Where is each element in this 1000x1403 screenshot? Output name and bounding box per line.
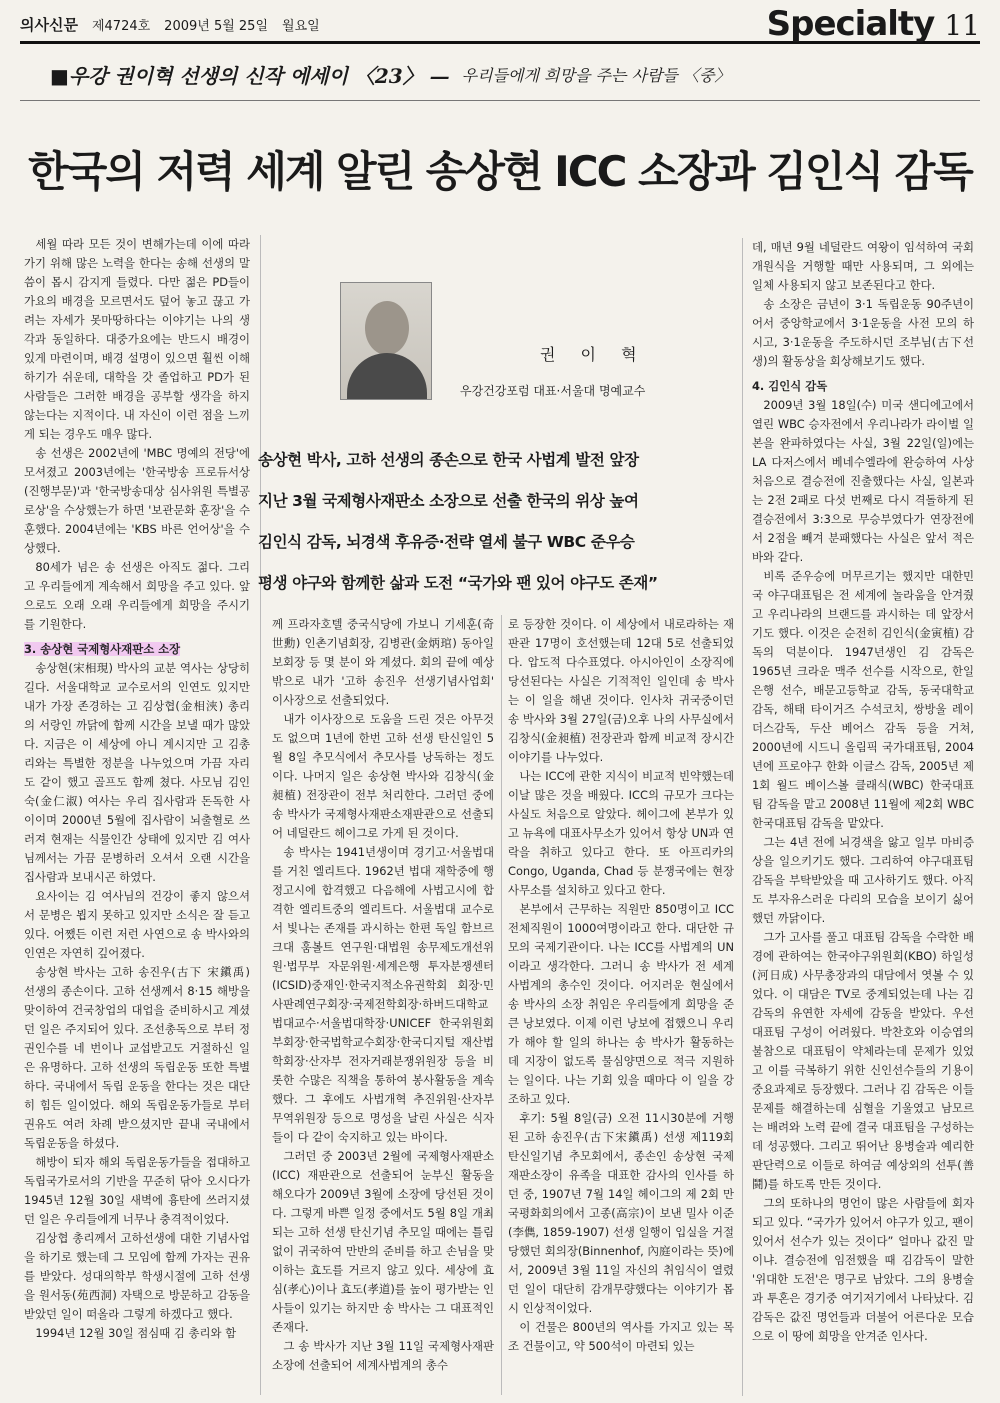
author-name: 권 이 혁	[540, 345, 647, 364]
series-subtitle: 우리들에게 희망을 주는 사람들 〈중〉	[461, 65, 731, 85]
series-title: ■우강 권이혁 선생의 신작 에세이 〈23〉 —	[50, 63, 450, 88]
paragraph: 요사이는 김 여사님의 건강이 좋지 않으셔서 문병은 뵙지 못하고 있지만 소식은 잘 듣고 있다. 어쨌든 이런 저런 사연으로 송 박사와의 인연은 자연히 깊어졌다.	[24, 889, 250, 960]
paragraph: 내가 이사장으로 도움을 드린 것은 아무것도 없으며 1년에 한번 고하 선생 탄신일인 5월 8일 추모식에서 추모사를 낭독하는 정도이다. 나머지 일은 송상현 박사와 김창식(金昶植) 전장관이 전부 처리한다. 그러던 중에 송 박사가 국제형사재판소재판관으로 선출되어 네덜란드 헤이그로 가게 된 것이다.	[272, 712, 494, 840]
section-name: Specialty	[766, 4, 935, 44]
masthead-info	[20, 14, 320, 41]
paragraph: 그러던 중 2003년 2월에 국제형사재판소(ICC) 재판관으로 선출되어 눈부신 활동을 해오다가 2009년 3월에 소장에 당선된 것이다. 그렇게 바쁜 일정 중에서도 5월 8일 개최되는 고하 선생 탄신기념 추모일 때에는 틀림없이 귀국하여 만반의 준비를 하고 손님을 맞이하는 효도를 거르지 않고 있다. 세상에 효심(孝心)이나 효도(孝道)를 높이 평가받는 인사들이 있기는 하지만 송 박사는 그 대표적인 존재다.	[272, 1149, 494, 1334]
masthead	[20, 6, 980, 44]
section-subheading	[24, 640, 250, 659]
paragraph: 본부에서 근무하는 직원만 850명이고 ICC 전체직원이 1000여명이라고 한다. 대단한 규모의 국제기관이다. 나는 ICC를 사법계의 UN이라고 생각한다. 그러니 송 박사가 전 세계 사법계의 총수인 것이다. 어지러운 현실에서 송 박사의 소장 취임은 우리들에게 희망을 준 큰 낭보였다. 이제 이런 낭보에 접했으니 우리가 해야 할 일의 하나는 송 박사가 활동하는 데 지장이 없도록 물심양면으로 적극 지원하는 일이다. 나는 기회 있을 때마다 이 일을 강조하고 있다.	[508, 902, 734, 1106]
column-rule	[742, 238, 743, 1396]
column-rule	[501, 615, 502, 1395]
headline: 한국의 저력 세계 알린 송상현 ICC 소장과 김인식 감독	[28, 147, 972, 196]
subheadline: 지난 3월 국제형사재판소 소장으로 선출 한국의 위상 높여	[258, 492, 639, 510]
paragraph: 그는 4년 전에 뇌경색을 앓고 일부 마비증상을 일으키기도 했다. 그리하여 야구대표팀 감독을 부탁받았을 때 고사하기도 했다. 아직도 부자유스러운 다리의 모습을 보이기 싫어했던 까닭이다.	[752, 835, 974, 925]
paragraph: 80세가 넘은 송 선생은 아직도 젊다. 그리고 우리들에게 계속해서 희망을 주고 있다. 앞으로도 오래 오래 우리들에게 희망을 주시기를 기원한다.	[24, 560, 250, 631]
paragraph: 1994년 12월 30일 점심때 김 총리와 함	[35, 1326, 237, 1340]
subheadline: 송상현 박사, 고하 선생의 종손으로 한국 사법계 발전 앞장	[258, 451, 639, 469]
issue-number: 제4724호	[91, 19, 151, 34]
highlighted-subheading: 3. 송상현 국제형사재판소 소장	[24, 642, 181, 656]
paragraph: 비록 준우승에 머무르기는 했지만 대한민국 야구대표팀은 전 세계에 놀라움을 안겨줬고 우리나라의 브랜드를 과시하는 데 앞장서기도 했다. 이것은 순전히 김인식(金寅植) 감독의 덕분이다. 1947년생인 김 감독은 1965년 크라운 맥주 선수를 시작으로, 한일은행 선수, 배문고등학교 감독, 동국대학교 감독, 해태 타이거즈 수석코치, 쌍방울 레이더스감독, 두산 베어스 감독 등을 거쳐, 2000년에 시드니 올림픽 국가대표팀, 2004년에 프로야구 한화 이글스 감독, 2005년 제1회 월드 베이스볼 클래식(WBC) 한국대표팀 감독을 맡고 2008년 11월에 제2회 WBC 한국대표팀 감독을 맡았다.	[752, 569, 974, 830]
issue-date: 2009년 5월 25일	[164, 19, 269, 34]
paragraph: 그의 또하나의 명언이 많은 사람들에 회자되고 있다. “국가가 있어서 야구가 있고, 팬이 있어서 선수가 있는 것이다” 얼마나 값진 말이냐. 결승전에 임전했을 때 김감독이 말한 '위대한 도전'은 명구로 남았다. 그의 용병술과 투혼은 경기중 여기저기에서 나타났다. 김감독은 값진 명언들과 더불어 어른다운 모습으로 이 땅에 희망을 안겨준 인사다.	[752, 1196, 974, 1343]
paragraph: 로 등장한 것이다. 이 세상에서 내로라하는 재판관 17명이 호선했는데 12대 5로 선출되었다. 압도적 다수표였다. 아시아인이 소장직에 당선된다는 사실은 기적적인 일인데 송 박사는 이 일을 해낸 것이다. 인사차 귀국중이던 송 박사와 3월 27일(금)오후 나의 사무실에서 김창식(金昶植) 전장관과 함께 비교적 장시간 이야기를 나누었다.	[508, 617, 734, 764]
page-number: 11	[944, 9, 980, 42]
paragraph: 송상현 박사는 고하 송진우(古下 宋鎭禹) 선생의 종손이다. 고하 선생께서 8·15 해방을 맞이하여 건국창업의 대업을 준비하시고 계셨던 일은 주지되어 있다. 조선총독으로 부터 정권인수를 네 번이나 교섭받고도 거절하신 일은 유명하다. 고하 선생의 독립운동 또한 특별하다. 국내에서 독립 운동을 한다는 것은 대단히 힘든 일이었다. 해외 독립운동가들로 부터 권유도 여러 차례 받으셨지만 끝내 국내에서 독립운동을 하셨다.	[24, 965, 250, 1150]
section-header	[766, 4, 980, 44]
series-banner	[50, 60, 950, 88]
paragraph: 세월 따라 모든 것이 변해가는데 이에 따라가기 위해 많은 노력을 한다는 송해 선생의 말씀이 몹시 감지게 들렸다. 다만 젊은 PD들이 가요의 배경을 모르면서도 덮어 놓고 끊고 가려는 자세가 못마땅하다는 이야기는 나의 생각과 동일하다. 대중가요에는 반드시 배경이 있게 마련이며, 배경 설명이 있으면 훨씬 이해하기가 쉬운데, 대학을 갓 졸업하고 PD가 된 사람들은 그러한 배경을 공부할 생각을 하지 않는다는 지적이다. 내 자신이 이런 점을 느끼게 되는 경우도 매우 많다.	[24, 237, 250, 441]
paragraph: 송 소장은 금년이 3·1 독립운동 90주년이어서 중앙학교에서 3·1운동을 사전 모의 하시고, 3·1운동을 주도하시던 조부님(古下선생)의 활동상을 회상해보기도 했다.	[752, 297, 974, 368]
subheadline: 김인식 감독, 뇌경색 후유증·전략 열세 불구 WBC 준우승	[258, 533, 635, 551]
paragraph: 데, 매년 9월 네덜란드 여왕이 임석하여 국회 개원식을 거행할 때만 사용되며, 그 외에는 일체 사용되지 않고 보존된다고 한다.	[752, 240, 974, 292]
paragraph: 그 송 박사가 지난 3월 11일 국제형사재판소장에 선출되어 세계사법계의 총수	[272, 1339, 494, 1372]
paragraph: 후기: 5월 8일(금) 오전 11시30분에 거행된 고하 송진우(古下宋鎭禹) 선생 제119회 탄신일기념 추모회에서, 종손인 송상현 국제재판소장이 유족을 대표한 감사의 인사를 하던 중, 1907년 7월 14일 헤이그의 제 2회 만국평화회의에서 고종(高宗)이 보낸 밀사 이준(李儁, 1859-1907) 선생 일행이 입실을 거절당했던 회의장(Binnenhof, 內庭이라는 뜻)에서, 2009년 3월 11일 자신의 취임식이 열렸던 일이 대단히 감개무량했다는 이야기가 몹시 인상적이었다.	[508, 1111, 734, 1315]
paragraph: 그가 고사를 풀고 대표팀 감독을 수락한 배경에 관하여는 한국야구위원회(KBO) 하일성(河日成) 사무총장과의 대담에서 엿볼 수 있었다. 이 대담은 TV로 중계되었는데 나는 김감독의 유연한 자세에 감동을 받았다. 우선 대표팀 구성이 어려웠다. 박찬호와 이승엽의 불참으로 대표팀이 약체라는데 문제가 있었고 이를 극복하기 위한 신인선수들의 기용이 중요과제로 등장했다. 그러나 김 감독은 이들 문제를 해결하는데 심혈을 기울였고 남모르는 배려와 노력 끝에 결국 대표팀을 구성하는데 성공했다. 그리고 뛰어난 용병술과 예리한 판단력으로 이들로 하여금 예상외의 선투(善鬪)를 하도록 만든 것이다.	[752, 930, 974, 1191]
section-subheading: 4. 김인식 감독	[752, 379, 828, 393]
portrait-head-shape	[365, 301, 409, 355]
paragraph: 송 박사는 1941년생이며 경기고·서울법대를 거친 엘리트다. 1962년 법대 재학중에 행정고시에 합격했고 다음해에 사법고시에 합격한 엘리트중의 엘리트다. 서울법대 교수로서 빛나는 존재를 과시하는 한편 독일 함브르크대 훔볼트 연구원·대법원 송무제도개선위원·법무부 자문위원·세계은행 투자분쟁센터(ICSID)중재인·한국지적소유권학회 회장·민사판례연구회장·국제전학회장·하버드대학교 법대교수·서울법대학장·UNICEF 한국위원회 부회장·한국법학교수회장·한국디지털 재산법학회장·산자부 전자거래분쟁위원장 등을 비롯한 수많은 직책을 통하여 봉사활동을 계속했다. 그 후에도 사법개혁 추진위원·산자부 무역위원장 등으로 명성을 날린 사실은 식자들이 다 같이 숙지하고 있는 바이다.	[272, 845, 494, 1144]
paragraph: 이 건물은 800년의 역사를 가지고 있는 목조 건물이고, 약 500석이 마련되 있는	[508, 1320, 734, 1353]
paper-name: 의사신문	[20, 16, 78, 34]
paragraph: 2009년 3월 18일(수) 미국 샌디에고에서 열린 WBC 승자전에서 우리나라가 라이벌 일본을 완파하였다는 사실, 3월 22일(일)에는 LA 다저스에서 베네수엘라에 완승하여 사상 처음으로 결승전에 진출했다는 사실, 일본과는 2전 2패로 다섯 번째로 다시 격돌하게 된 결승전에서 3:3으로 무승부였다가 연장전에서 2점을 빼겨 분패했다는 사실은 앞서 적은 바와 같다.	[752, 398, 974, 564]
article-column-2	[272, 615, 494, 1395]
paragraph: 께 프라자호텔 중국식당에 가보니 기세훈(奇世勳) 인촌기념회장, 김병관(金炳琯) 동아일보회장 등 몇 분이 와 계셨다. 회의 끝에 예상밖으로 내가 '고하 송진우 선생기념사업회' 이사장으로 선출되었다.	[272, 617, 494, 707]
paragraph: 김상협 총리께서 고하선생에 대한 기념사업을 하기로 했는데 그 모임에 함께 가자는 권유를 받았다. 성대의학부 학생시절에 고하 선생을 원서동(苑西洞) 자택으로 방문하고 감동을 받았던 일이 떠올라 그렇게 하겠다고 했다.	[24, 1231, 250, 1321]
portrait-body-shape	[347, 353, 427, 400]
column-rule	[260, 235, 261, 1395]
article-column-1	[24, 235, 250, 1393]
author-photo	[340, 282, 432, 400]
article-column-4	[752, 238, 974, 1396]
paragraph: 해방이 되자 해외 독립운동가들을 접대하고 독립국가로서의 기반을 꾸준히 닦아 오시다가 1945년 12월 30일 새벽에 흉탄에 쓰러지셨던 일은 우리들에게 너무나 충격적이었다.	[24, 1155, 250, 1226]
author-title: 우강건강포럼 대표·서울대 명예교수	[460, 384, 646, 398]
paragraph: 송상현(宋相現) 박사의 교분 역사는 상당히 길다. 서울대학교 교수로서의 인연도 있지만 내가 가장 존경하는 고 김상협(金相浹) 총리의 서랑인 까닭에 함께 시간을 보낼 때가 많았다. 지금은 이 세상에 아니 계시지만 고 김총리와는 특별한 정분을 나누었으며 가끔 자리도 같이 했고 골프도 함께 쳤다. 사모님 김인숙(金仁淑) 여사는 우리 집사람과 돈독한 사이이며 2000년 5월에 집사람이 뇌출혈로 쓰러져 현재는 식물인간 상태에 있지만 김 여사님께서는 가끔 문병하러 오셔서 오랜 시간을 집사람과 보내시곤 하였다.	[24, 661, 250, 884]
article-column-3	[508, 615, 734, 1395]
subheadlines	[258, 440, 738, 604]
divider	[20, 100, 980, 101]
paragraph: 나는 ICC에 관한 지식이 비교적 빈약했는데 이날 많은 것을 배웠다. ICC의 규모가 크다는 사실도 처음으로 알았다. 헤이그에 본부가 있고 뉴욕에 대표사무소가 있어서 항상 UN과 연락을 취하고 있다고 한다. 또 아프리카의 Congo, Uganda, Chad 등 분쟁국에는 현장사무소를 설치하고 있다고 한다.	[508, 769, 734, 897]
paragraph: 송 선생은 2002년에 'MBC 명예의 전당'에 모셔졌고 2003년에는 '한국방송 프로듀서상(진행부문)'과 '한국방송대상 심사위원 특별공로상'을 수상했는가 하면 '보관문화 훈장'을 수훈했다. 2004년에는 'KBS 바른 언어상'을 수상했다.	[24, 446, 250, 555]
issue-weekday: 월요일	[282, 19, 320, 34]
author-block	[340, 282, 670, 400]
subheadline: 평생 야구와 함께한 삶과 도전 “국가와 팬 있어 야구도 존재”	[258, 574, 658, 592]
